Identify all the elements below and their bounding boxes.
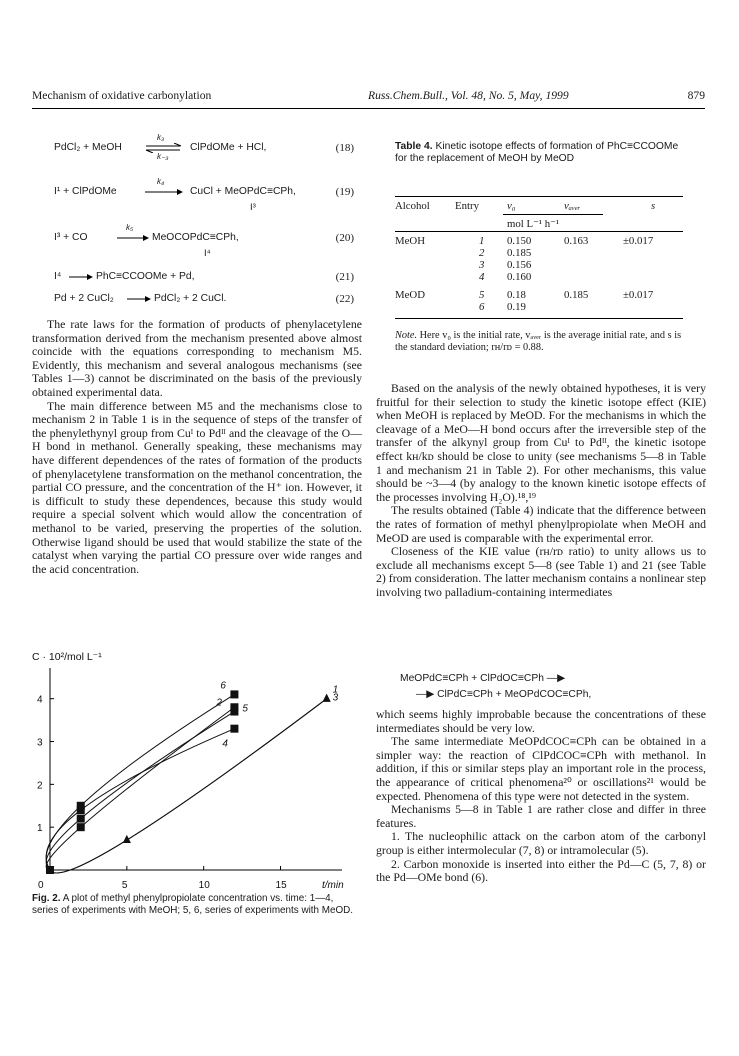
paragraph: The main difference between M5 and the mechanisms close to mechanism 2 in Table 1 is in the sequence of steps of the transfer of the phenylethynyl group from Cuᴵ to Pdᴵᴵ and the cleavage of the O—H bond in methanol. Generally speaking, these mechanisms may have different dependences of the rates of formation of the products of phenylacetylene transformation on the methanol concentration, the partial CO pressure, and the concentration of the H⁺ ion. However, it is difficult to study these dependences, because this study would require a special solvent which would allow the concentration of methanol to be varied, preserving the properties of the solution. Otherwise ligand should be used that would stabilize the state of the catalyst when varying the partial CO pressure over wide ranges and the acid concentration. — [32, 398, 362, 576]
reaction-arrow-icon — [126, 295, 152, 303]
paragraph: Mechanisms 5—8 in Table 1 are rather close and differ in three features. — [376, 802, 706, 830]
equation-21 — [54, 271, 354, 287]
y-tick-label: 2 — [37, 780, 43, 792]
equation-22 — [54, 293, 354, 309]
data-point — [46, 866, 54, 874]
x-tick-label: 10 — [198, 880, 210, 888]
x-tick-label: 15 — [275, 880, 287, 888]
table-cell: 0.150 — [507, 235, 532, 247]
right-column-text-2 — [376, 708, 706, 885]
spanner-rule — [503, 214, 603, 215]
column-header: s — [651, 200, 656, 212]
series-line — [46, 694, 234, 870]
header-section-title: Mechanism of oxidative carbonylation — [32, 89, 212, 102]
table-cell: 0.185 — [507, 247, 532, 259]
series-line — [46, 707, 234, 870]
series-label: 3 — [332, 692, 339, 704]
data-point — [230, 725, 238, 733]
table-cell: MeOH — [395, 235, 425, 247]
series-label: 2 — [216, 697, 222, 709]
paragraph: Closeness of the KIE value (rʜ/rᴅ ratio) to unity allows us to exclude all mechanisms except 5—8 (see Table 1) and 21 (see Table 2) from consideration. The latter mechanism contains a nonlinear step involving two palladium-containing intermediates — [376, 544, 706, 599]
table-cell: 1 — [479, 235, 485, 247]
equation-19 — [54, 177, 354, 216]
reaction-arrow-icon — [116, 234, 150, 242]
rate-constant: k₋₃ — [157, 152, 169, 161]
x-axis-label: t/min — [322, 880, 344, 888]
table-rule — [395, 196, 683, 197]
y-tick-label: 3 — [37, 737, 43, 749]
paragraph: The same intermediate MeOPdCOC≡CPh can be obtained in a simpler way: the reaction of ClPdCOC≡CPh with methanol. In addition, if this or similar steps play an important role in the process, the appearance of critical phenomena²⁰ or oscillations²¹ would be expected. Phenomena of this type were not detected in the system. — [376, 734, 706, 803]
table-rule — [395, 318, 683, 319]
table-rule — [395, 231, 683, 232]
figure-caption-text: A plot of methyl phenylpropiolate concentration vs. time: 1—4, series of experiments with MeOH; 5, 6, series of experiments with MeOD. — [32, 893, 354, 916]
data-point — [323, 694, 331, 702]
equation-number: (20) — [335, 232, 354, 244]
equation-rhs: PhC≡CCOOMe + Pd, — [96, 271, 195, 282]
rate-constant: k₃ — [157, 133, 165, 142]
table-cell: 0.18 — [507, 289, 526, 301]
right-column-text — [376, 382, 706, 600]
table-note — [395, 330, 683, 354]
rate-constant: k₄ — [157, 177, 165, 186]
equation-lhs: Pd + 2 CuCl₂ — [54, 293, 114, 304]
equation-18 — [54, 133, 354, 168]
table-cell: 0.160 — [507, 271, 532, 283]
equation-lhs: PdCl₂ + MeOH — [54, 142, 122, 153]
table-cell: MeOD — [395, 289, 425, 301]
paragraph: 2. Carbon monoxide is inserted into either the Pd—C (5, 7, 8) or the Pd—OMe bond (6). — [376, 856, 706, 885]
table-cell: 2 — [479, 247, 485, 259]
figure-caption — [32, 893, 362, 916]
reaction-arrow-icon — [68, 273, 94, 281]
series-line — [46, 729, 234, 870]
data-point — [230, 703, 238, 711]
data-point — [230, 690, 238, 698]
table-label: Table 4. — [395, 141, 433, 152]
units-header: mol L⁻¹ h⁻¹ — [507, 218, 560, 230]
table-cell: 0.19 — [507, 301, 526, 313]
table-cell: 3 — [479, 259, 485, 271]
equation-rhs: CuCl + MeOPdC≡CPh, — [190, 186, 296, 197]
equation-20 — [54, 223, 354, 262]
table-cell: ±0.017 — [623, 235, 654, 247]
data-point — [77, 823, 85, 831]
equation-number: (18) — [335, 142, 354, 154]
paragraph: The rate laws for the formation of products of phenylacetylene transformation derived from the mechanism presented above almost coincide with the equations corresponding to mechanism M5. Evidently, this mechanism and several analogous mechanisms (see Tables 1—3) cannot be discriminated on the basis of the previously obtained experimental data. — [32, 317, 362, 399]
table-cell: 4 — [479, 271, 485, 283]
table-cell: ±0.017 — [623, 289, 654, 301]
column-header: vₐᵥₑᵣ — [564, 200, 581, 212]
table-cell: 6 — [479, 301, 485, 313]
data-point — [77, 802, 85, 810]
table-note-text: Here v₀ is the initial rate, vₐᵥₑᵣ is the average initial rate, and s is the standard deviation; rʜ/rᴅ = 0.88. — [395, 330, 682, 353]
series-label: 5 — [242, 703, 248, 715]
running-header — [32, 88, 705, 109]
series-line — [46, 712, 234, 870]
series-label: 4 — [222, 738, 228, 750]
header-journal: Russ.Chem.Bull., Vol. 48, No. 5, May, 1999 — [368, 89, 569, 102]
y-tick-label: 1 — [37, 823, 43, 835]
y-axis-label: C · 10²/mol L⁻¹ — [32, 651, 102, 663]
x-tick-label: 5 — [121, 880, 128, 888]
paragraph: which seems highly improbable because the concentrations of these intermediates should be very low. — [376, 707, 706, 735]
equation-rhs: PdCl₂ + 2 CuCl. — [154, 293, 227, 304]
y-tick-label: 4 — [37, 694, 43, 706]
equation-number: (19) — [335, 186, 354, 198]
equation-rhs: ClPdOMe + HCl, — [190, 142, 267, 153]
table-caption-text: Kinetic isotope effects of formation of PhC≡CCOOMe for the replacement of MeOH by MeOD — [395, 141, 679, 164]
paragraph: The results obtained (Table 4) indicate that the difference between the rates of formation of methyl phenylpropiolate when MeOH and MeOD are used is comparable with the experimental error. — [376, 503, 706, 545]
paragraph: Based on the analysis of the newly obtained hypotheses, it is very fruitful for their selection to study the kinetic isotope effect (KIE) when MeOH is replaced by MeOD. For the mechanisms in which the cleavage of a MeO—H bond occurs after the irreversible step of the transfer of the alkynyl group from Cuᴵ to Pdᴵᴵ, the kinetic isotope effect kʜ/kᴅ should be close to unity (see mechanisms 5—8 in Table 1 and mechanism 21 in Table 2). For other mechanisms, this value should be ~3—4 (by analogy to the known kinetic isotope effects of the processes involving H₂O).¹⁸,¹⁹ — [376, 381, 706, 504]
reaction-arrow-icon — [144, 188, 184, 196]
concentration-time-chart — [32, 648, 362, 888]
intermediate-label: I⁴ — [204, 248, 211, 259]
left-column-text — [32, 318, 362, 576]
x-tick-label: 0 — [38, 880, 44, 888]
rate-constant: k₅ — [126, 223, 134, 232]
series-label: 6 — [220, 680, 226, 692]
header-page-number: 879 — [687, 89, 705, 102]
table-cell: 0.185 — [564, 289, 589, 301]
equation-number: (21) — [335, 271, 354, 283]
data-point — [123, 835, 131, 843]
table-cell: 0.156 — [507, 259, 532, 271]
reaction-line-1: MeOPdC≡CPh + ClPdOC≡CPh —▶ — [400, 673, 565, 684]
intermediate-label: I³ — [250, 202, 256, 213]
equation-rhs: MeOCOPdC≡CPh, — [152, 232, 239, 243]
series-line — [50, 699, 327, 873]
column-header: Alcohol — [395, 200, 430, 212]
table-cell: 5 — [479, 289, 485, 301]
series-label: 1 — [332, 684, 339, 696]
table-cell: 0.163 — [564, 235, 589, 247]
data-point — [77, 815, 85, 823]
table-note-label: Note. — [395, 330, 418, 341]
equation-lhs: I¹ + ClPdOMe — [54, 186, 117, 197]
series-line — [50, 699, 327, 873]
paragraph: 1. The nucleophilic attack on the carbon atom of the carbonyl group is either intermolecular (7, 8) or intramolecular (5). — [376, 829, 706, 857]
figure-label: Fig. 2. — [32, 893, 61, 904]
table-caption — [395, 141, 683, 165]
equation-lhs: I⁴ — [54, 271, 62, 282]
column-header: v₀ — [507, 200, 516, 212]
column-header: Entry — [455, 200, 479, 212]
equation-lhs: I³ + CO — [54, 232, 88, 243]
reaction-line-2: —▶ ClPdC≡CPh + MeOPdCOC≡CPh, — [416, 689, 592, 700]
equation-number: (22) — [335, 293, 354, 305]
